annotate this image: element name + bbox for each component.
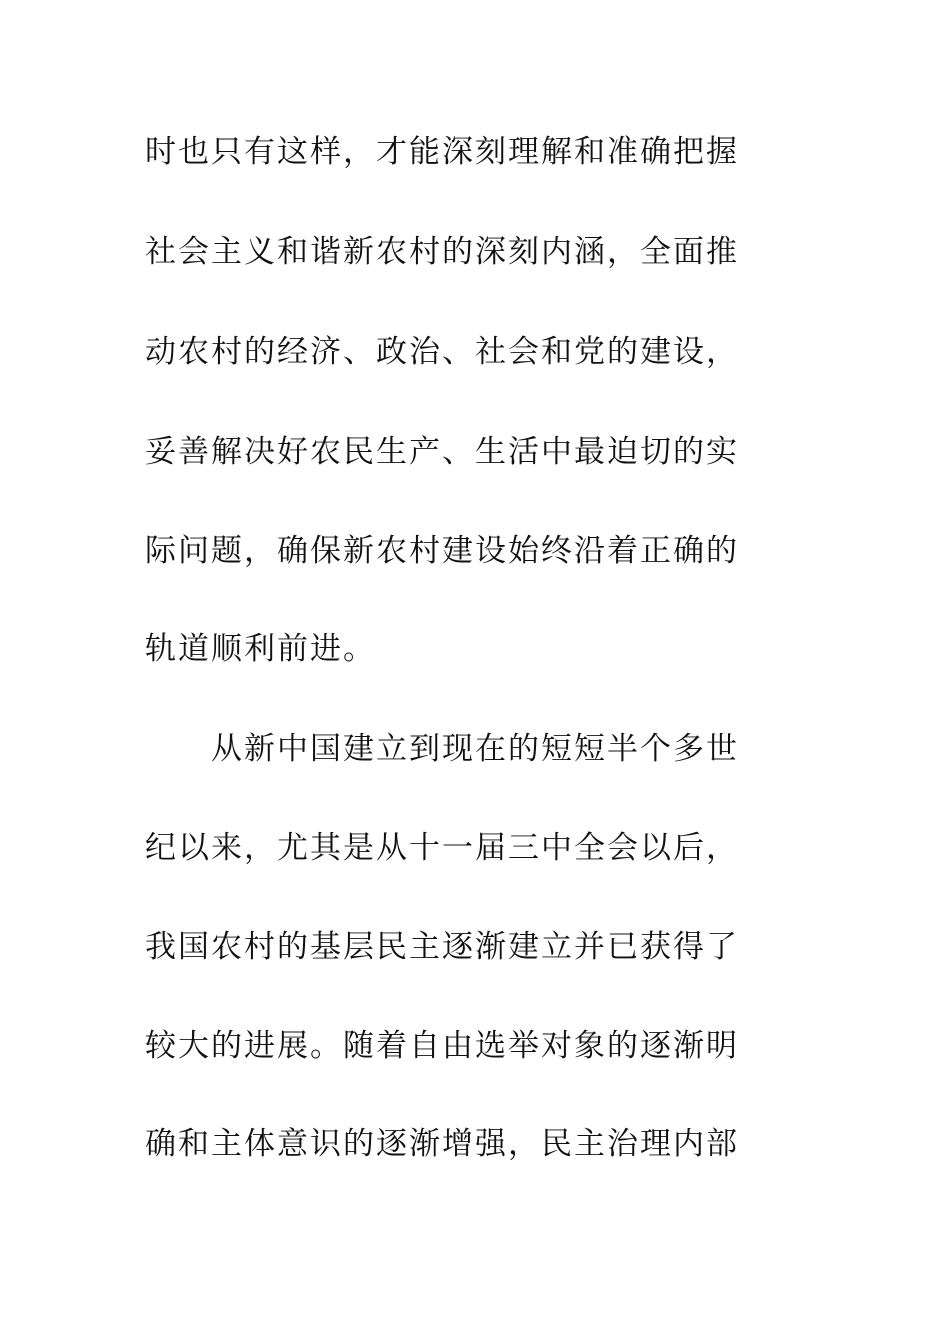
paragraph1-line-2: 社会主义和谐新农村的深刻内涵，全面推 bbox=[145, 234, 739, 270]
paragraph1-line-1: 时也只有这样，才能深刻理解和准确把握 bbox=[145, 134, 739, 170]
paragraph2-line-1: 从新中国建立到现在的短短半个多世 bbox=[211, 731, 739, 767]
paragraph1-line-5: 际问题，确保新农村建设始终沿着正确的 bbox=[145, 533, 739, 569]
paragraph1-line-3: 动农村的经济、政治、社会和党的建设， bbox=[145, 334, 739, 370]
paragraph2-line-2: 纪以来，尤其是从十一届三中全会以后， bbox=[145, 830, 739, 866]
paragraph2-line-5: 确和主体意识的逐渐增强，民主治理内部 bbox=[145, 1126, 739, 1162]
paragraph1-line-4: 妥善解决好农民生产、生活中最迫切的实 bbox=[145, 434, 739, 470]
paragraph2-line-3: 我国农村的基层民主逐渐建立并已获得了 bbox=[145, 929, 739, 965]
paragraph1-line-6: 轨道顺利前进。 bbox=[145, 631, 376, 667]
paragraph2-line-4: 较大的进展。随着自由选举对象的逐渐明 bbox=[145, 1028, 739, 1064]
